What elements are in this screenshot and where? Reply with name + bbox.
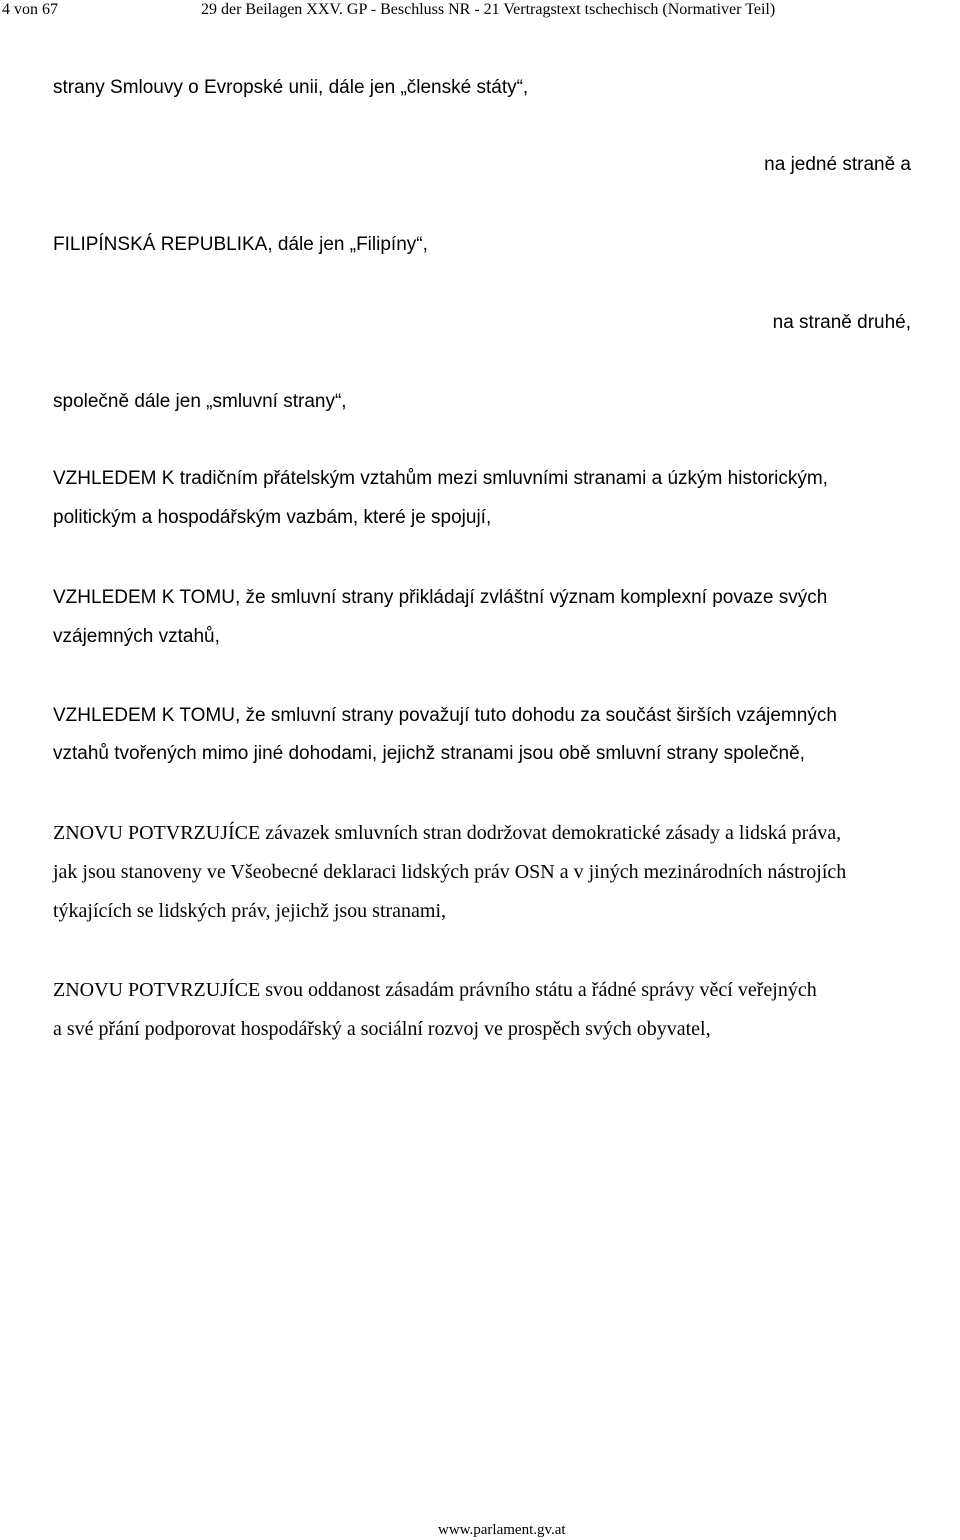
body-line: FILIPÍNSKÁ REPUBLIKA, dále jen „Filipíny“, bbox=[53, 234, 428, 255]
page-header bbox=[0, 0, 960, 24]
paragraph-line: vzájemných vztahů, bbox=[53, 626, 220, 647]
paragraph-line: VZHLEDEM K tradičním přátelským vztahům mezi smluvními stranami a úzkým historickým, bbox=[53, 468, 828, 489]
paragraph-line: ZNOVU POTVRZUJÍCE závazek smluvních stran dodržovat demokratické zásady a lidská práva, bbox=[53, 822, 842, 844]
paragraph-line: jak jsou stanoveny ve Všeobecné deklaraci lidských práv OSN a v jiných mezinárodních nástrojích bbox=[53, 861, 847, 883]
paragraph-line: VZHLEDEM K TOMU, že smluvní strany přikládají zvláštní význam komplexní povaze svých bbox=[53, 587, 828, 608]
page-number: 4 von 67 bbox=[2, 1, 58, 18]
paragraph-line: a své přání podporovat hospodářský a sociální rozvoj ve prospěch svých obyvatel, bbox=[53, 1018, 711, 1040]
body-line: společně dále jen „smluvní strany“, bbox=[53, 391, 347, 412]
body-line-right: na straně druhé, bbox=[772, 312, 911, 333]
body-line: strany Smlouvy o Evropské unii, dále jen „členské státy“, bbox=[53, 77, 529, 98]
paragraph-line: ZNOVU POTVRZUJÍCE svou oddanost zásadám právního státu a řádné správy věcí veřejných bbox=[53, 979, 817, 1001]
paragraph-line: týkajících se lidských práv, jejichž jsou stranami, bbox=[53, 900, 447, 922]
paragraph-line: VZHLEDEM K TOMU, že smluvní strany považují tuto dohodu za součást širších vzájemných bbox=[53, 705, 837, 726]
body-line-right: na jedné straně a bbox=[764, 154, 911, 175]
document-title: 29 der Beilagen XXV. GP - Beschluss NR - 21 Vertragstext tschechisch (Normativer Teil) bbox=[201, 1, 776, 18]
paragraph-line: politickým a hospodářským vazbám, které je spojují, bbox=[53, 507, 492, 528]
footer-url: www.parlament.gv.at bbox=[438, 1522, 566, 1538]
paragraph-line: vztahů tvořených mimo jiné dohodami, jejichž stranami jsou obě smluvní strany společně, bbox=[53, 743, 805, 764]
